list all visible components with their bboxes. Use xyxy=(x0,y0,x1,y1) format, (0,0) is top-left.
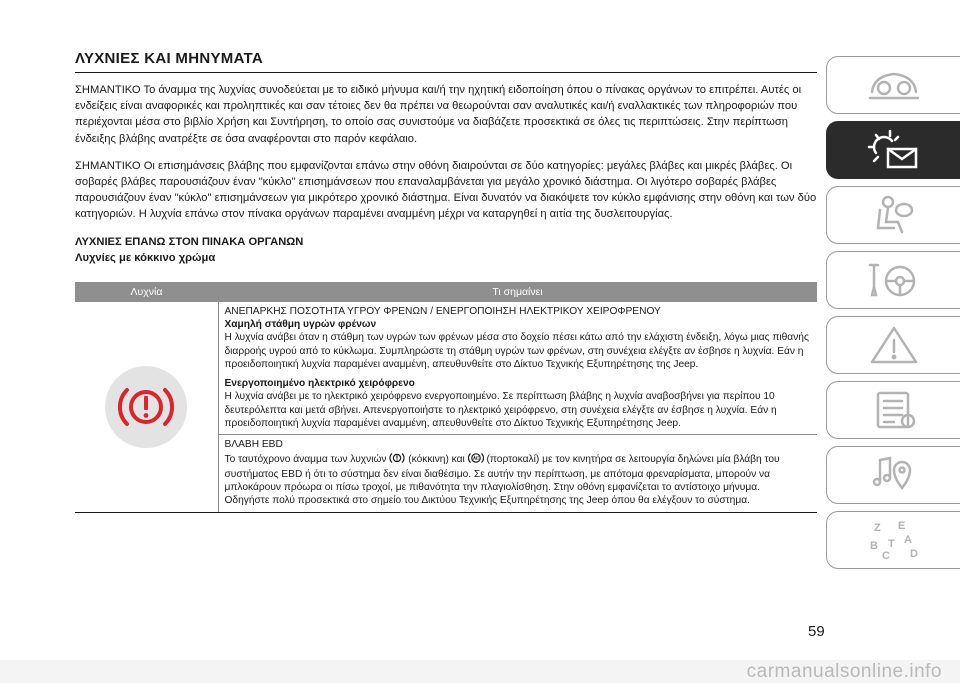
tab-driving[interactable] xyxy=(826,251,960,309)
header-meaning: Τι σημαίνει xyxy=(218,282,817,302)
multimedia-nav-icon xyxy=(864,452,924,498)
warning-light-message-icon xyxy=(864,127,924,173)
table-header-row xyxy=(75,282,817,302)
tab-maintenance[interactable] xyxy=(826,381,960,439)
brake-icon xyxy=(389,452,405,468)
tab-warning-lights[interactable] xyxy=(826,121,960,179)
ebd-text-c: (πορτοκαλί) με τον κινητήρα σε λειτουργία δηλώνει μία βλάβη του συστήματος EBD ή ότι το σύστημα δεν είναι διαθέσιμο. Σε αυτήν την περίπτωση, με απότομα φρεναρίσματα, μπορούν να μπλοκάρουν πρόωρα οι πίσω τροχοί, με πιθανότητα την πλαγιολίσθηση. Στην οθόνη εμφανίζεται το αντίστοιχο μήνυμα. xyxy=(224,453,780,494)
page-content xyxy=(75,50,817,513)
tab-safety[interactable] xyxy=(826,186,960,244)
tab-index[interactable] xyxy=(826,511,960,569)
subheading-instrument-lights: ΛΥΧΝΙΕΣ ΕΠΑΝΩ ΣΤΟΝ ΠΙΝΑΚΑ ΟΡΓΑΝΩΝ xyxy=(75,235,304,248)
tab-multimedia[interactable] xyxy=(826,446,960,504)
low-fluid-text: Η λυχνία ανάβει όταν η στάθμη των υγρών των φρένων μέσα στο δοχείο πέσει κάτω από την ελάχιστη ένδειξη, λόγω μιας πιθανής διαρροής υγρού από το κύκλωμα. Συμπληρώστε τη στάθμη υγρών των φρένων, στη συνέχεια ελέγξτε αν έσβησε η λυχνία. Εάν η προειδοποιητική λυχνία παραμένει αναμμένη, απευθυνθείτε στο Δίκτυο Τεχνικής Εξυπηρέτησης της Jeep. xyxy=(224,332,809,370)
watermark: carmanualsonline.info xyxy=(0,660,960,683)
tab-emergency[interactable] xyxy=(826,316,960,374)
steering-wheel-icon xyxy=(864,257,924,303)
abs-icon xyxy=(468,452,484,468)
tab-dashboard[interactable] xyxy=(826,56,960,114)
alphabet-index-icon xyxy=(864,517,924,563)
intro-paragraph-1: ΣΗΜΑΝΤΙΚΟ Το άναμμα της λυχνίας συνοδεύεται με το ειδικό μήνυμα και/ή την ηχητική ειδοποίηση όπου ο πίνακας οργάνων το επιτρέπει. Αυτές οι ενδείξεις είναι αναφορικές και προληπτικές και σαν τέτοιες δεν θα πρέπει να θεωρούνται σαν αναλυτικές και/ή εναλλακτικές των πληροφοριών που περιέχονται μέσα στο βιβλίο Χρήση και Συντήρηση, το οποίο σας συνιστούμε να διαβάζετε προσεκτικά σε όλες τις περιπτώσεις. Στην περίπτωση ένδειξης βλάβης ανατρέξτε σε όσα αναφέρονται στο παρόν κεφάλαιο. xyxy=(75,84,802,145)
svg-text:C: C xyxy=(881,550,890,562)
svg-text:B: B xyxy=(869,540,878,552)
page-number: 59 xyxy=(808,623,825,640)
airbag-seat-icon xyxy=(864,192,924,238)
low-fluid-subtitle: Χαμηλή στάθμη υγρών φρένων xyxy=(224,318,377,330)
parking-brake-text: Η λυχνία ανάβει με το ηλεκτρικό χειρόφρενο ενεργοποιημένο. Σε περίπτωση βλάβης η λυχνία αναβοσβήνει για περίπου 10 δευτερόλεπτα και μετά σβήνει. Απενεργοποιήστε το ηλεκτρικό χειρόφρενο, στη συνέχεια ελέγξτε αν έσβησε η λυχνία. Εάν η προειδοποιητική λυχνία παραμένει αναμμένη, απευθυνθείτε στο Δίκτυο Τεχνικής Εξυπηρέτησης Jeep. xyxy=(224,391,777,429)
light-icon-cell xyxy=(75,302,218,513)
warning-lights-table xyxy=(75,282,817,513)
svg-text:A: A xyxy=(903,534,912,546)
intro-paragraph-2: ΣΗΜΑΝΤΙΚΟ Οι επισημάνσεις βλάβης που εμφανίζονται επάνω στην οθόνη διαιρούνται σε δύο κατηγορίες: μεγάλες βλάβες και μικρές βλάβες. Οι σοβαρές βλάβες παρουσιάζουν έναν "κύκλο" επισημάνσεων που επαναλαμβάνεται για μεγάλο χρονικό διάστημα. Οι λιγότερο σοβαρές βλάβες παρουσιάζουν έναν "κύκλο" επισημάνσεων για μικρότερο χρονικό διάστημα. Είναι δυνατόν να διακόψετε τον κύκλο εμφάνισης στην οθόνη και των δύο κατηγοριών. Η λυχνία επάνω στον πίνακα οργάνων παραμένει αναμμένη μέχρι να καταργηθεί η αιτία της δυσλειτουργίας. xyxy=(75,159,817,221)
parking-brake-subtitle: Ενεργοποιημένο ηλεκτρικό χειρόφρενο xyxy=(224,378,415,390)
svg-text:E: E xyxy=(897,520,905,532)
svg-text:Z: Z xyxy=(873,522,881,534)
ebd-text xyxy=(225,452,812,495)
ebd-text-b: (κόκκινη) και xyxy=(408,453,465,465)
ebd-text-d: Οδηγήστε πολύ προσεκτικά στο σημείο του Δικτύου Τεχνικής Εξυπηρέτησης της Jeep όπου θα ελέγξουν το σύστημα. xyxy=(224,495,750,507)
table-row xyxy=(75,302,817,435)
meaning-cell-brake-fluid xyxy=(218,302,817,435)
chapter-sidebar xyxy=(826,56,960,576)
svg-text:T: T xyxy=(887,538,895,550)
meaning-cell-ebd xyxy=(218,435,817,512)
section-title: ΛΥΧΝΙΕΣ ΚΑΙ ΜΗΝΥΜΑΤΑ xyxy=(75,50,817,73)
brake-warning-icon xyxy=(105,366,187,448)
ebd-title: ΒΛΑΒΗ EBD xyxy=(224,439,283,451)
header-light: Λυχνία xyxy=(75,282,218,302)
warning-triangle-icon xyxy=(864,322,924,368)
subheading-red-lights: Λυχνίες με κόκκινο χρώμα xyxy=(75,251,216,264)
brake-fluid-title: ΑΝΕΠΑΡΚΗΣ ΠΟΣΟΤΗΤΑ ΥΓΡΟΥ ΦΡΕΝΩΝ / ΕΝΕΡΓΟΠΟΙΗΣΗ ΗΛΕΚΤΡΙΚΟΥ ΧΕΙΡΟΦΡΕΝΟΥ xyxy=(224,305,661,317)
ebd-text-a: Το ταυτόχρονο άναμμα των λυχνιών xyxy=(224,453,387,465)
svg-text:D: D xyxy=(909,548,918,560)
maintenance-list-icon xyxy=(864,387,924,433)
dashboard-car-icon xyxy=(864,62,924,108)
